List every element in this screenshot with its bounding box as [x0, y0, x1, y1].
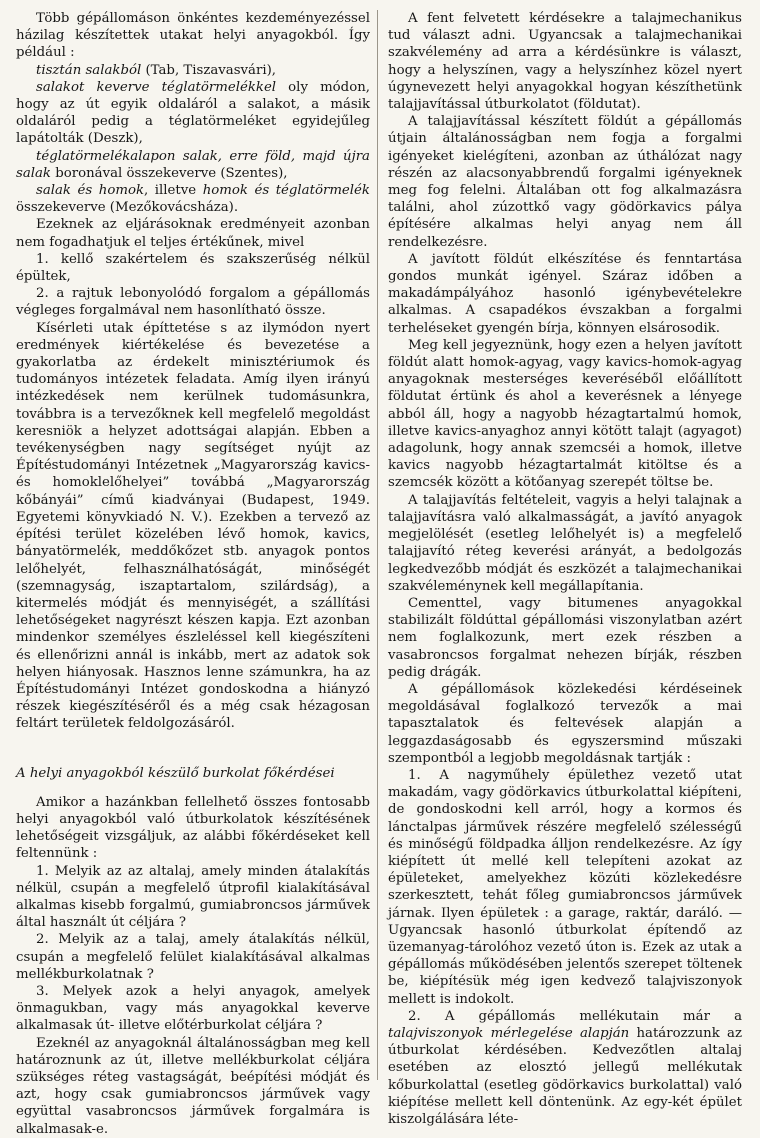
numbered-item: 2. a rajtuk lebonyolódó forgalom a gépállomás végleges forgalmával nem hasonlítható össze. [16, 286, 370, 319]
example-italic: tisztán salakból [36, 62, 142, 78]
example-text: boronával összekeverve (Szentes), [51, 165, 288, 181]
body-paragraph: Kísérleti utak építtetése s az ilymódon nyert eredmények kiértékelése és bevezetése a gyakorlatba az érdekelt minisztériumok és tudományos intézetek feladata. Amíg ilyen irányú intézkedések nem kerülnek tudomásunkra, továbbra is a tervezőknek kell megfelelő megoldást keresniök a helyzet adottságai alapján. Ebben a tevékenységben nagy segítséget nyújt az Építéstudományi Intézetnek „Magyarország kavics- és homoklelőhelyei” továbbá „Magyarország kőbányái” című kiadványai (Budapest, 1949. Egyetemi könyvkiadó N. V.). Ezekben a tervező az építési terület közelében lévő homok, kavics, bányatörmelék, meddőkőzet stb. anyagok pontos lelőhelyét, felhasználhatóságát, minőségét (szemnagyság, iszaptartalom, szilárdság), a kitermelés módját és mennyiségét, a szállítási lehetőségeket nagyrészt készen kapja. Ezt azonban mindenkor személyes észleléssel kell kiegészíteni és ellenőrizni annál is inkább, mert az adatok sok helyen hiányosak. Hasznos lenne számunkra, ha az Építéstudományi Intézet gondoskodna a hiányzó részek kiegészítéséről és a még csak hézagosan feltárt területek feldolgozásáról. [16, 320, 370, 732]
body-paragraph: A javított földút elkészítése és fenntartása gondos munkát igényel. Száraz időben a makadámpályához hasonló igénybevételekre alkalmas. A csapadékos évszakban a forgalmi terheléseket gyengén bírja, könnyen elsárosodik. [388, 251, 742, 336]
question-item: 2. Melyik az a talaj, amely átalakítás nélkül, csupán a megfelelő felület kialakításával alkalmas mellékburkolatnak ? [16, 932, 370, 982]
body-paragraph: Ezeknél az anyagoknál általánosságban meg kell határoznunk az út, illetve mellékburkolat céljára szükséges réteg vastagságát, beépítési módját és azt, hogy csak gumiabroncsos járművek vagy együttal vasabroncsos járművek forgalmára is alkalmasak-e. [16, 1035, 370, 1137]
body-paragraph: A fent felvetett kérdésekre a talajmechanikus tud választ adni. Ugyancsak a talajmechanikai szakvélemény ad arra a kérdésünkre is választ, hogy a helyszínen, vagy a helyszínhez közel nyert úgynevezett helyi anyagokkal hogyan készíthetünk talajjavítással útburkolatot (földutat). [388, 11, 742, 113]
example-text: (Tab, Tiszavasvári), [141, 62, 276, 78]
example-italic: salakot keverve téglatörmelékkel [36, 79, 277, 95]
body-paragraph: Meg kell jegyeznünk, hogy ezen a helyen javított földút alatt homok-agyag, vagy kavics-homok-agyag anyagoknak mesterséges keveréséből előállított földutat értünk és ahol a keverésnek a lényege abból áll, hogy a nagyobb hézagtartalmú homok, illetve kavics-anyaghoz annyi kötött talajt (agyagot) adagolunk, hogy annak szemcséi a homok, illetve kavics nagyobb hézagtartalmát kitöltse és a szemcsék között a kötőanyag szerepét töltse be. [388, 337, 742, 491]
body-paragraph: Ezeknek az eljárásoknak eredményeit azonban nem fogadhatjuk el teljes értékűnek, mivel [16, 217, 370, 250]
right-column [388, 10, 742, 1128]
example-text: összekeverve (Mezőkovácsháza). [16, 200, 239, 216]
numbered-item: 1. A nagyműhely épülethez vezető utat makadám, vagy gödörkavics útburkolattal kiépíteni, de gondoskodni kell arról, hogy a kormos és lánctalpas járművek részére megfelelő szélességű és minőségű földpadka álljon rendelkezésre. Az így kiépített út mellé kell telepíteni azokat az épületeket, amelyekhez közúti közlekedésre szerkesztett, tehát főleg gumiabroncsos járművek járnak. Ilyen épületek : a garage, raktár, daráló. — Ugyancsak hasonló útburkolat építendő az üzemanyag-tárolóhoz vezető úton is. Ezek az utak a gépállomás működésében jelentős szerepet töltenek be, kiépítésük még igen kedvező talajviszonyok mellett is indokolt. [388, 767, 742, 1007]
example-item [16, 62, 370, 79]
item-italic: talajviszonyok mérlegelése alapján [388, 1025, 630, 1041]
example-item [16, 79, 370, 148]
body-paragraph: Amikor a hazánkban fellelhető összes fontosabb helyi anyagokból való útburkolatok készítésének lehetőségeit vizsgáljuk, az alábbi főkérdéseket kell feltennünk : [16, 794, 370, 862]
body-paragraph: A talajjavítás feltételeit, vagyis a helyi talajnak a talajjavításra való alkalmasságát, a javító anyagok megjelölését (esetleg lelőhelyét is) a megfelelő talajjavító réteg keverési arányát, a bedolgozás legkedvezőbb módját és eszközét a talajmechanikai szakvéleménynek kell megállapítania. [388, 492, 742, 594]
body-paragraph: A gépállomások közlekedési kérdéseinek megoldásával foglalkozó tervezők a mai tapasztalatok és feltevések alapján a leggazdaságosabb és egyszersmind műszaki szempontból a legjobb megoldásnak tartják : [388, 681, 742, 766]
example-italic: salak és homok [36, 183, 145, 199]
left-column [16, 10, 370, 1138]
body-paragraph: A talajjavítással készített földút a gépállomás útjain általánosságban nem fogja a forgalmi igényeket kielégíteni, azonban az úthálózat nagy részén az alacsonyabbrendű forgalmi igényeknek meg fog felelni. Általában ott fog alkalmazásra találni, ahol zúzottkő vagy gödörkavics pálya építésére alkalmas helyi anyag nem áll rendelkezésre. [388, 114, 742, 250]
intro-paragraph: Több gépállomáson önkéntes kezdeményezéssel házilag készítettek utakat helyi anyagokból. Így például : [16, 11, 370, 61]
example-italic: téglatörmelékalapon salak, erre föld, majd újra salak [16, 148, 370, 181]
question-item: 1. Melyik az az altalaj, amely minden átalakítás nélkül, csupán a megfelelő útprofil kialakításával alkalmas kisebb forgalmú, gumiabroncsos járművek által használt út céljára ? [16, 863, 370, 931]
column-divider [377, 10, 378, 1080]
item-text: 2. A gépállomás mellékutain már a [408, 1008, 742, 1024]
body-paragraph: Cementtel, vagy bitumenes anyagokkal stabilizált földúttal gépállomási viszonylatban azért nem foglalkozunk, mert ezek részben a vasabroncsos forgalmat nehezen bírják, részben pedig drágák. [388, 595, 742, 680]
section-heading: A helyi anyagokból készülő burkolat főkérdései [16, 765, 335, 781]
example-item [16, 182, 370, 216]
question-item: 3. Melyek azok a helyi anyagok, amelyek önmagukban, vagy más anyagokkal keverve alkalmasak út- illetve előtérburkolat céljára ? [16, 983, 370, 1034]
example-item [16, 148, 370, 182]
example-text: oly módon, hogy az út egyik oldaláról a salakot, a másik oldaláról pedig a téglatörmeléket egyidejűleg lapátolták (Deszk), [16, 79, 370, 147]
example-text: , illetve [144, 183, 203, 199]
numbered-item: 1. kellő szakértelem és szakszerűség nélkül épültek, [16, 251, 370, 285]
item-text: határozzunk az útburkolat kérdésében. Kedvezőtlen altalaj esetében az elosztó jellegű mellékutak kőburkolattal (esetleg gödörkavics burkolattal) való kiépítése mellett kell döntenünk. Az egy-két épület kiszolgálására léte- [388, 1025, 742, 1127]
example-italic: homok és téglatörmelék [202, 183, 370, 199]
numbered-item [388, 1008, 742, 1128]
